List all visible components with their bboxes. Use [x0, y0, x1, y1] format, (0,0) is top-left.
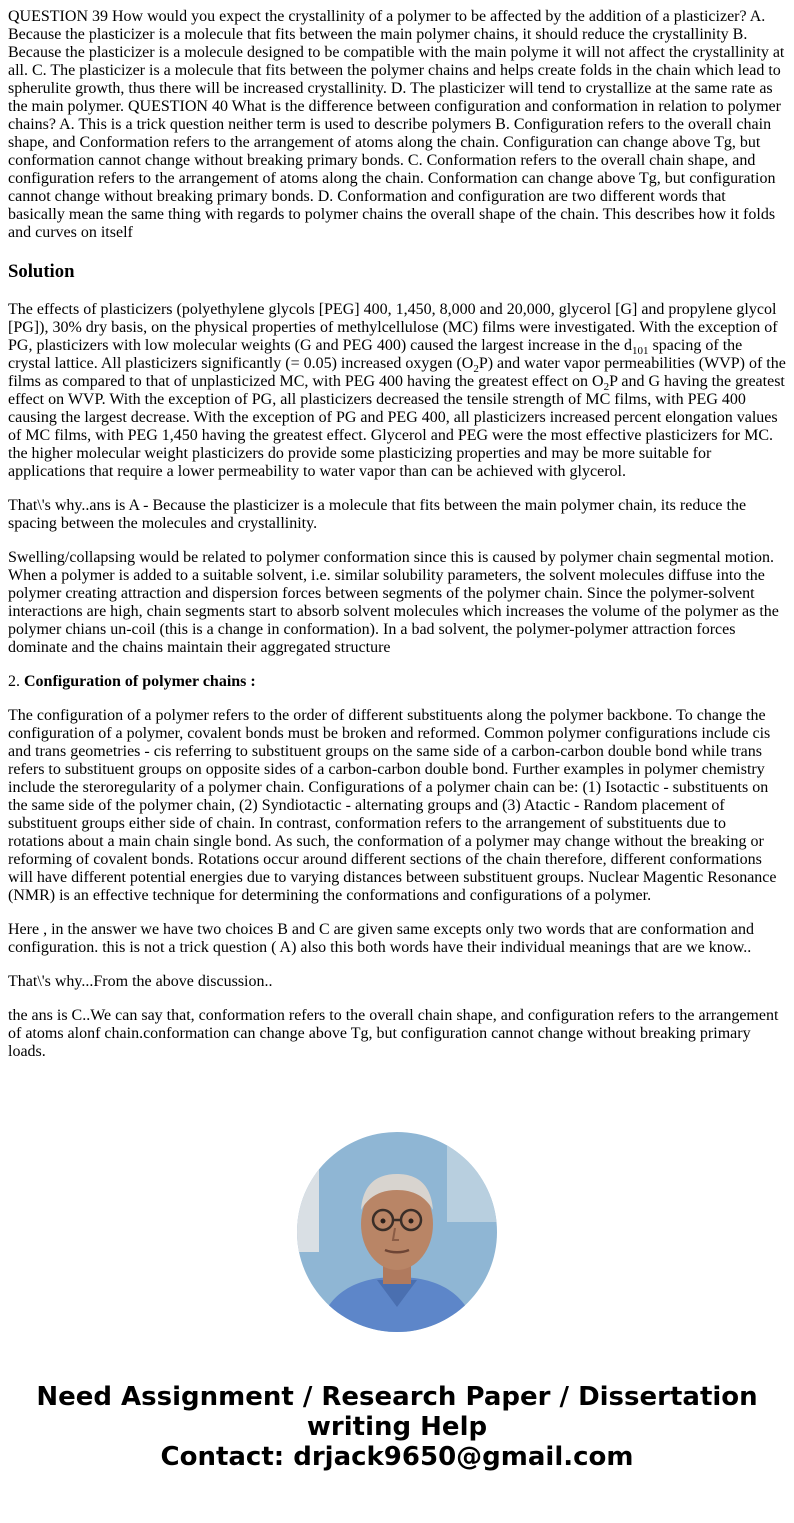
author-avatar — [297, 1132, 497, 1332]
avatar-container — [8, 1132, 786, 1332]
subheading-number: 2. — [8, 673, 24, 690]
para1-text-2: spacing of the crystal lattice. All plasticizers significantly (= 0.05) increased oxygen (O — [8, 337, 743, 372]
banner-contact-line: Contact: drjack9650@gmail.com — [160, 1442, 634, 1472]
comparison-paragraph: Here , in the answer we have two choices B and C are given same excepts only two words that are conformation and configuration. this is not a trick question ( A) also this both words have their individual meanings that are we know.. — [8, 921, 754, 956]
banner-line-1: Need Assignment / Research Paper / Dissertation — [36, 1382, 758, 1412]
question-text: QUESTION 39 How would you expect the crystallinity of a polymer to be affected by the addition of a plasticizer? A. Because the plasticizer is a molecule that fits between the main polymer chains, it should reduce the crystallinity B. Because the plasticizer is a molecule designed to be compatible with the main polyme it will not affect the crystallinity at all. C. The plasticizer is a molecule that fits between the polymer chains and helps create folds in the chain which lead to spherulite growth, thus there will be increased crystallinity. D. The plasticizer will tend to crystallize at the same rate as the main polymer. QUESTION 40 What is the difference between configuration and conformation in relation to polymer chains? A. This is a trick question neither term is used to describe polymers B. Configuration refers to the overall chain shape, and Conformation refers to the arrangement of atoms along the chain. Configuration can change above Tg, but conformation cannot change without breaking primary bonds. C. Conformation refers to the overall chain shape, and configuration refers to the arrangement of atoms along the chain. Conformation can change above Tg, but configuration cannot change without breaking primary bonds. D. Conformation and configuration are two different words that basically mean the same thing with regards to polymer chains the overall shape of the chain. This describes how it folds and curves on itself — [8, 8, 785, 241]
solution-heading: Solution — [8, 261, 75, 282]
answer-39-paragraph: That\'s why..ans is A - Because the plasticizer is a molecule that fits between the main polymer chain, its reduce the spacing between the molecules and crystallinity. — [8, 497, 747, 532]
banner-line-2: writing Help — [306, 1412, 488, 1442]
para1-text-3: P) and water vapor permeabilities (WVP) of the films as compared to that of unplasticized MC, with PEG 400 having the greatest effect on O — [8, 355, 786, 390]
subscript-2-oxygen-b: 2 — [603, 381, 610, 393]
para1-text-4: P and G having the greatest effect on WVP. With the exception of PG, all plasticizers decreased the tensile strength of MC films, with PEG 400 causing the largest decrease. With the exception of PG and PEG 400, all plasticizers increased percent elongation values of MC films, with PEG 1,450 having the greatest effect. Glycerol and PEG were the most effective plasticizers for MC. the higher molecular weight plasticizers do provide some plasticizing properties and may be more suitable for applications that require a lower permeability to water vapor than can be achieved with glycerol. — [8, 373, 785, 480]
discussion-paragraph: That\'s why...From the above discussion.. — [8, 973, 273, 990]
configuration-subheading — [8, 673, 786, 691]
assignment-help-banner — [8, 1382, 786, 1472]
person-portrait-icon — [297, 1132, 497, 1332]
solution-paragraph-plasticizers — [8, 301, 786, 481]
subscript-101: 101 — [631, 345, 649, 357]
swelling-paragraph: Swelling/collapsing would be related to polymer conformation since this is caused by polymer chain segmental motion. When a polymer is added to a suitable solvent, i.e. similar solubility parameters, the solvent molecules diffuse into the polymer creating attraction and dispersion forces between segments of the polymer chain. Since the polymer-solvent interactions are high, chain segments start to absorb solvent molecules which increases the volume of the polymer as the polymer chians un-coil (this is a change in conformation). In a bad solvent, the polymer-polymer attraction forces dominate and the chains maintain their aggregated structure — [8, 549, 779, 656]
subscript-2-oxygen: 2 — [473, 363, 479, 375]
para1-text-1: The effects of plasticizers (polyethylene glycols [PEG] 400, 1,450, 8,000 and 20,000, glycerol [G] and propylene glycol [PG]), 30% dry basis, on the physical properties of methylcellulose (MC) films were investigated. With the exception of PG, plasticizers with low molecular weights (G and PEG 400) caused the largest increase in the d — [8, 301, 778, 354]
subheading-bold: Configuration of polymer chains : — [24, 673, 256, 690]
configuration-paragraph: The configuration of a polymer refers to the order of different substituents along the polymer backbone. To change the configuration of a polymer, covalent bonds must be broken and reformed. Common polymer configurations include cis and trans geometries - cis referring to substituent groups on the same side of a carbon-carbon double bond while trans refers to substituent groups on opposite sides of a carbon-carbon double bond. Further examples in polymer chemistry include the steroregularity of a polymer chain. Configurations of a polymer chain can be: (1) Isotactic - substituents on the same side of the polymer chain, (2) Syndiotactic - alternating groups and (3) Atactic - Random placement of substituent groups either side of chain. In contrast, conformation refers to the arrangement of substituents due to rotations about a main chain single bond. As such, the conformation of a polymer may change without the breaking or reforming of covalent bonds. Rotations occur around different sections of the chain therefore, different conformations will have different potential energies due to varying distances between substituent groups. Nuclear Magentic Resonance (NMR) is an effective technique for determining the conformations and configurations of a polymer. — [8, 707, 777, 904]
answer-40-paragraph: the ans is C..We can say that, conformation refers to the overall chain shape, and configuration refers to the arrangement of atoms alonf chain.conformation can change above Tg, but configuration cannot change without breaking primary loads. — [8, 1007, 779, 1060]
